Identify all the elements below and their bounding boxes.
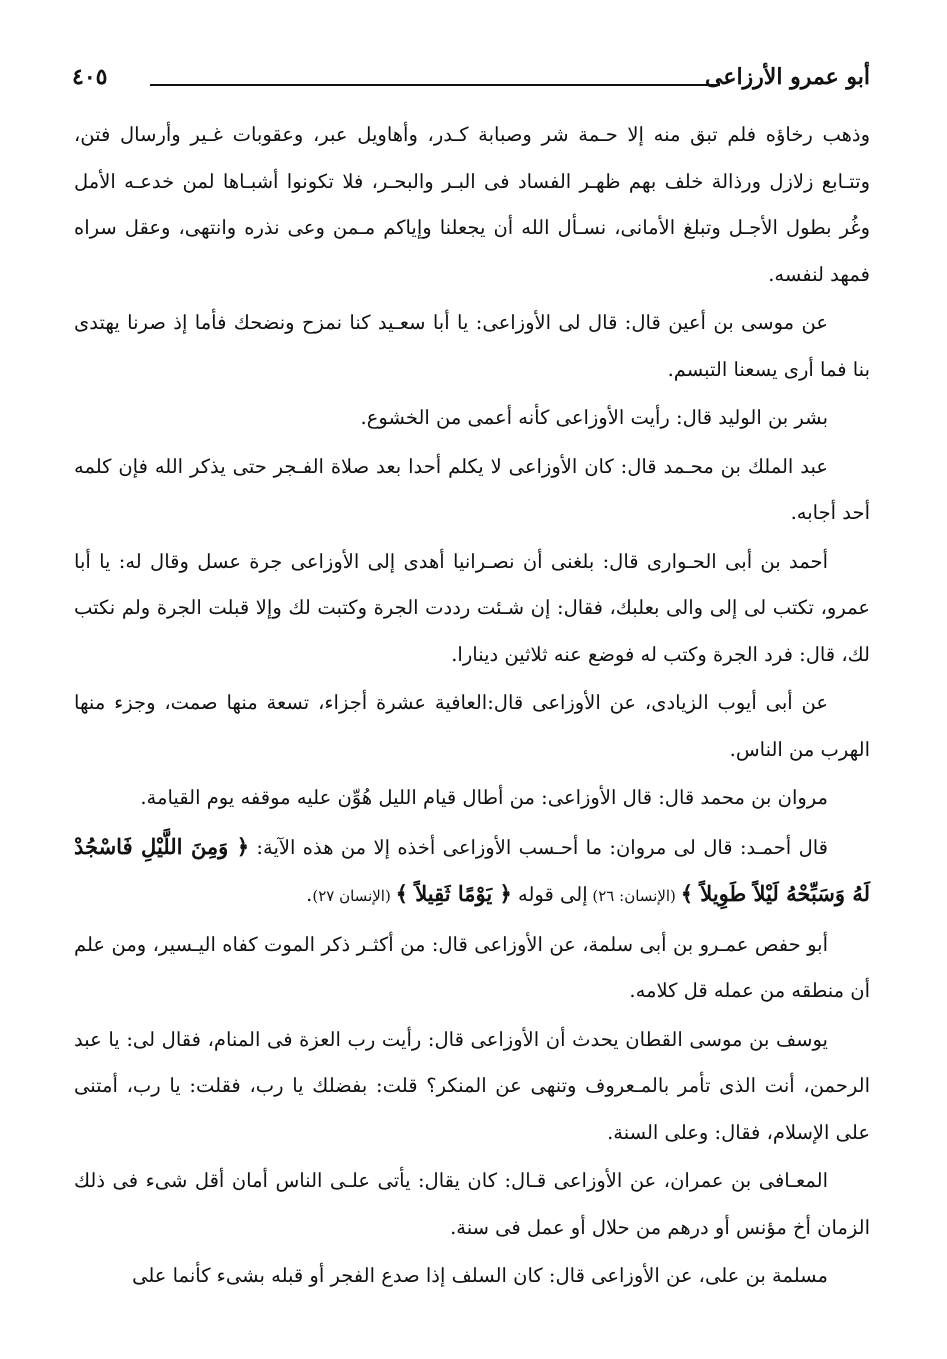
paragraph-9: أبو حفص عمـرو بن أبى سلمة، عن الأوزاعى قال: من أكثـر ذكر الموت كفاه اليـسير، ومن علم أن منطقه من عمله قل كلامه. <box>74 932 870 1002</box>
verse-reference-1: (الإنسان: ٢٦) <box>587 887 681 905</box>
paragraph-7: مروان بن محمد قال: قال الأوزاعى: من أطال قيام الليل هُوِّن عليه موقفه يوم القيامة. <box>140 786 828 809</box>
paragraph-11: المعـافى بن عمران، عن الأوزاعى قـال: كان يقال: يأتى علـى الناس أمان أقل شىء فى ذلك الزمان أخ مؤنس أو درهم من حلال أو عمل فى سنة. <box>74 1169 870 1239</box>
paragraph-8-text-after: . <box>306 883 313 906</box>
paragraph-3: بشر بن الوليد قال: رأيت الأوزاعى كأنه أعمى من الخشوع. <box>360 406 828 429</box>
quran-verse-1: ﴿ وَمِنَ اللَّيْلِ فَاسْجُدْ لَهُ وَسَبِّحْهُ لَيْلاً طَوِيلاً ﴾ <box>74 833 870 906</box>
paragraph-12: مسلمة بن على، عن الأوزاعى قال: كان السلف إذا صدع الفجر أو قبله بشىء كأنما على <box>132 1264 828 1287</box>
paragraph-6: عن أبى أيوب الزيادى، عن الأوزاعى قال:العافية عشرة أجزاء، تسعة منها صمت، وجزء منها الهرب من الناس. <box>74 691 870 761</box>
paragraph-4: عبد الملك بن محـمد قال: كان الأوزاعى لا يكلم أحدا بعد صلاة الفـجر حتى يذكر الله فإن كلمه أحد أجابه. <box>74 454 870 524</box>
header-rule <box>150 84 720 86</box>
paragraph-2: عن موسى بن أعين قال: قال لى الأوزاعى: يا أبا سعـيد كنا نمزح ونضحك فأما إذ صرنا يهتدى بنا فما أرى يسعنا التبسم. <box>74 311 870 381</box>
page-header <box>72 62 870 102</box>
running-title: أبو عمرو الأرزاعى <box>704 64 870 90</box>
verse-reference-2: (الإنسان ٢٧) <box>312 887 396 905</box>
paragraph-8-text-before: قال أحمـد: قال لى مروان: ما أحـسب الأوزاعى أخذه إلا من هذه الآية: <box>249 835 828 859</box>
page-number: ٤٠٥ <box>72 64 108 90</box>
paragraph-1: وذهب رخاؤه فلم تبق منه إلا حـمة شر وصبابة كـدر، وأهاويل عبر، وعقوبات غـير وأرسال فتن، وتتـابع زلازل ورذالة خلف بهم ظهـر الفساد فى البـر والبحـر، فلا تكونوا أشبـاها لمن خدعـه الأمل وغُر بطول الأجـل وتبلغ الأمانى، نسـأل الله أن يجعلنا وإياكم مـمن وعى نذره وانتهى، وعقل سراه فمهد لنفسه. <box>74 123 870 286</box>
paragraph-8 <box>74 824 870 920</box>
paragraph-10: يوسف بن موسى القطان يحدث أن الأوزاعى قال: رأيت رب العزة فى المنام، فقال لى: يا عبد الرحمن، أنت الذى تأمر بالمـعروف وتنهى عن المنكر؟ قلت: بفضلك يا رب، فقلت: يا رب، أمتنى على الإسلام، فقال: وعلى السنة. <box>74 1027 870 1144</box>
quran-verse-2: ﴿ يَوْمًا ثَقِيلاً ﴾ <box>395 881 512 906</box>
paragraph-5: أحمد بن أبى الحـوارى قال: بلغنى أن نصـرانيا أهدى إلى الأوزاعى جرة عسل وقال له: يا أبا عمرو، تكتب لى إلى والى بعلبك، فقال: إن شـئت رددت الجرة وكتبت لك وإلا قبلت الجرة ولم نكتب لك، قال: فرد الجرة وكتب له فوضع عنه ثلاثين دينارا. <box>74 549 870 666</box>
page-body <box>74 112 870 1302</box>
paragraph-8-text-middle: إلى قوله <box>511 883 588 906</box>
